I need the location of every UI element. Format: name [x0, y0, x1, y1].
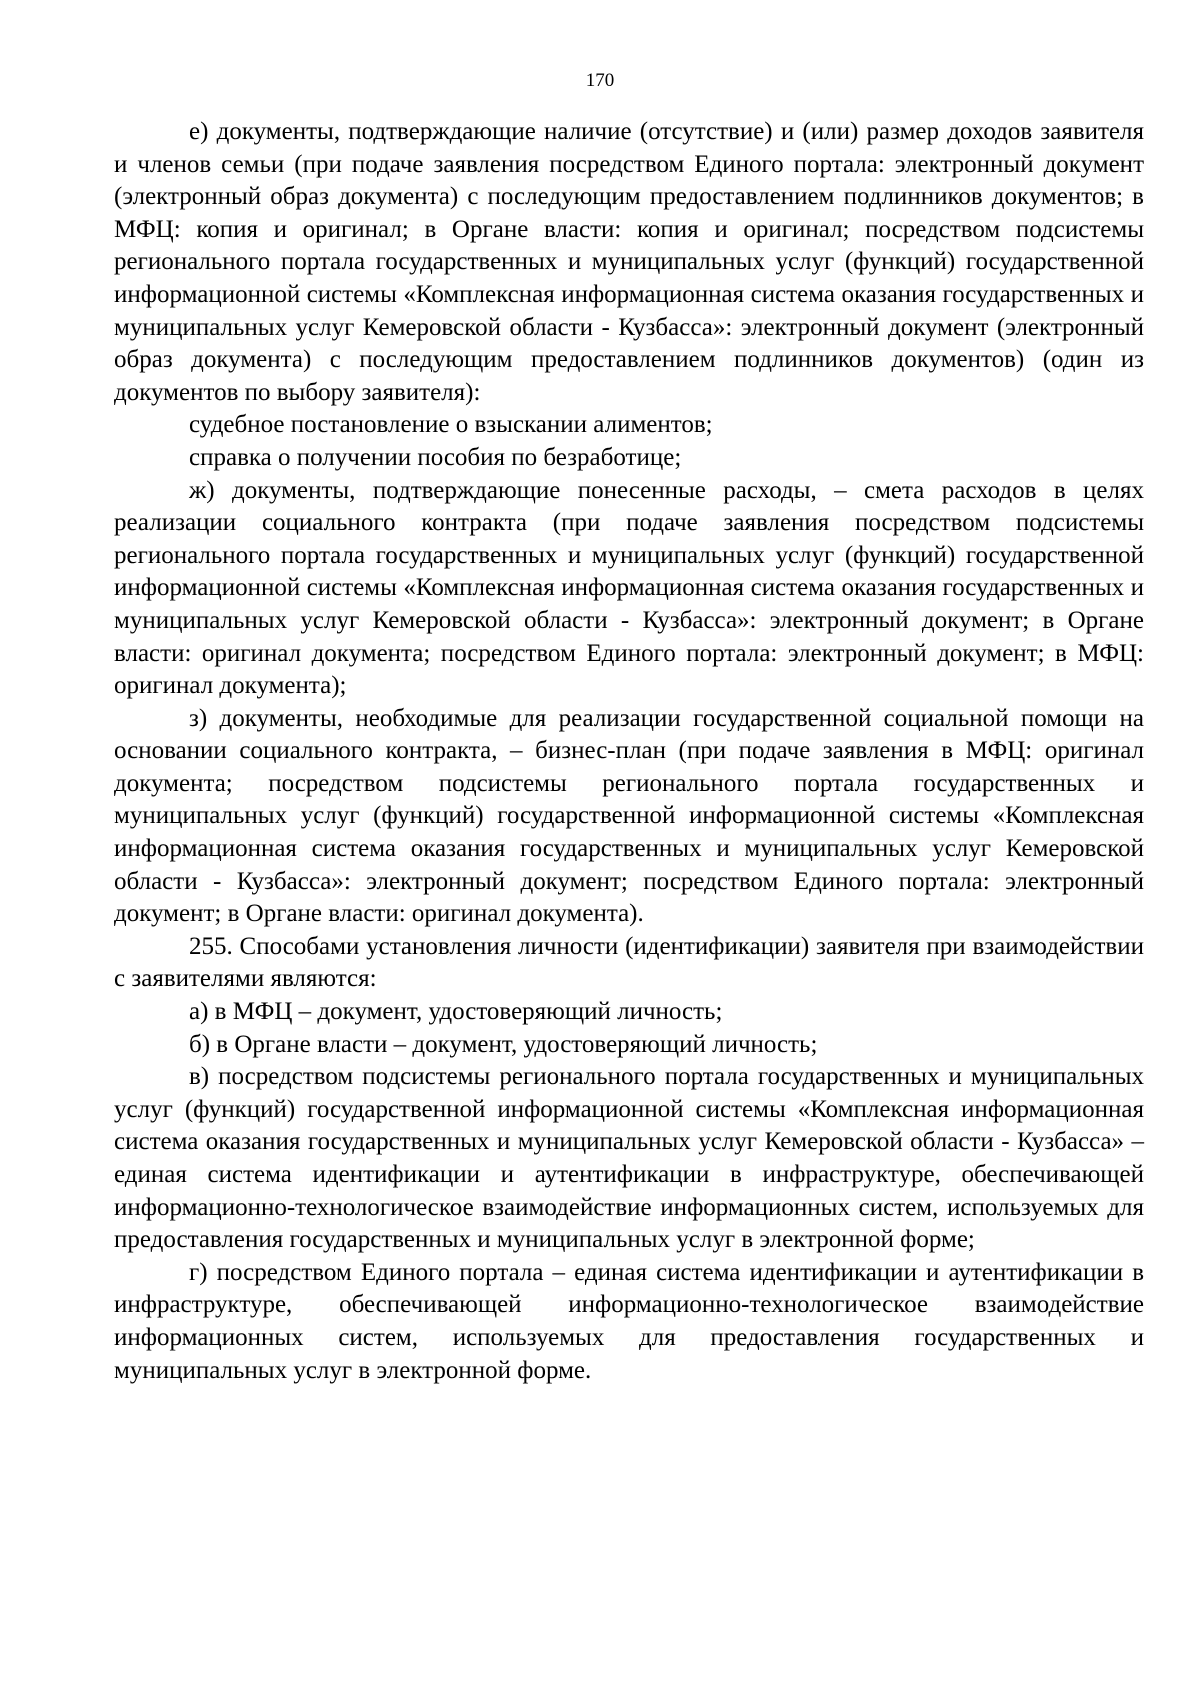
page-number: 170 [585, 70, 615, 91]
paragraph-v-regional-portal: в) посредством подсистемы регионального портала государственных и муниципальных услуг (функций) государственной информационной системы «Комплексная информационная система оказания государственных и муниципальных услуг Кемеровской области - Кузбасса» – единая система идентификации и аутентификации в инфраструктуре, обеспечивающей информационно-технологическое взаимодействие информационных систем, используемых для предоставления государственных и муниципальных услуг в электронной форме; [114, 1063, 1144, 1254]
paragraph-zh-expense-documents: ж) документы, подтверждающие понесенные расходы, – смета расходов в целях реализации социального контракта (при подаче заявления посредством подсистемы регионального портала государственных и муниципальных услуг (функций) государственной информационной системы «Комплексная информационная система оказания государственных и муниципальных услуг Кемеровской области - Кузбасса»: электронный документ; в Органе власти: оригинал документа; посредством Единого портала: электронный документ; в МФЦ: оригинал документа); [114, 476, 1144, 700]
paragraph-g-unified-portal: г) посредством Единого портала – единая система идентификации и аутентификации в инфраструктуре, обеспечивающей информационно-технологическое взаимодействие информационных систем, используемых для предоставления государственных и муниципальных услуг в электронной форме. [114, 1258, 1144, 1384]
paragraph-a-mfc: а) в МФЦ – документ, удостоверяющий личность; [189, 998, 723, 1026]
paragraph-alimony-ruling: судебное постановление о взыскании алиментов; [189, 411, 713, 439]
paragraph-e-income-documents: е) документы, подтверждающие наличие (отсутствие) и (или) размер доходов заявителя и членов семьи (при подаче заявления посредством Единого портала: электронный документ (электронный образ документа) с последующим предоставлением подлинников документов; в МФЦ: копия и оригинал; в Органе власти: копия и оригинал; посредством подсистемы регионального портала государственных и муниципальных услуг (функций) государственной информационной системы «Комплексная информационная система оказания государственных и муниципальных услуг Кемеровской области - Кузбасса»: электронный документ (электронный образ документа) с последующим предоставлением подлинников документов) (один из документов по выбору заявителя): [114, 118, 1144, 406]
paragraph-b-authority: б) в Органе власти – документ, удостоверяющий личность; [189, 1030, 818, 1058]
paragraph-255-identification-methods: 255. Способами установления личности (идентификации) заявителя при взаимодействии с заявителями являются: [114, 932, 1144, 993]
paragraph-z-business-plan: з) документы, необходимые для реализации государственной социальной помощи на основании социального контракта, – бизнес-план (при подаче заявления в МФЦ: оригинал документа; посредством подсистемы регионального портала государственных и муниципальных услуг (функций) государственной информационной системы «Комплексная информационная система оказания государственных и муниципальных услуг Кемеровской области - Кузбасса»: электронный документ; посредством Единого портала: электронный документ; в Органе власти: оригинал документа). [114, 704, 1144, 928]
paragraph-unemployment-certificate: справка о получении пособия по безработице; [189, 443, 682, 471]
document-body [114, 116, 1144, 1387]
